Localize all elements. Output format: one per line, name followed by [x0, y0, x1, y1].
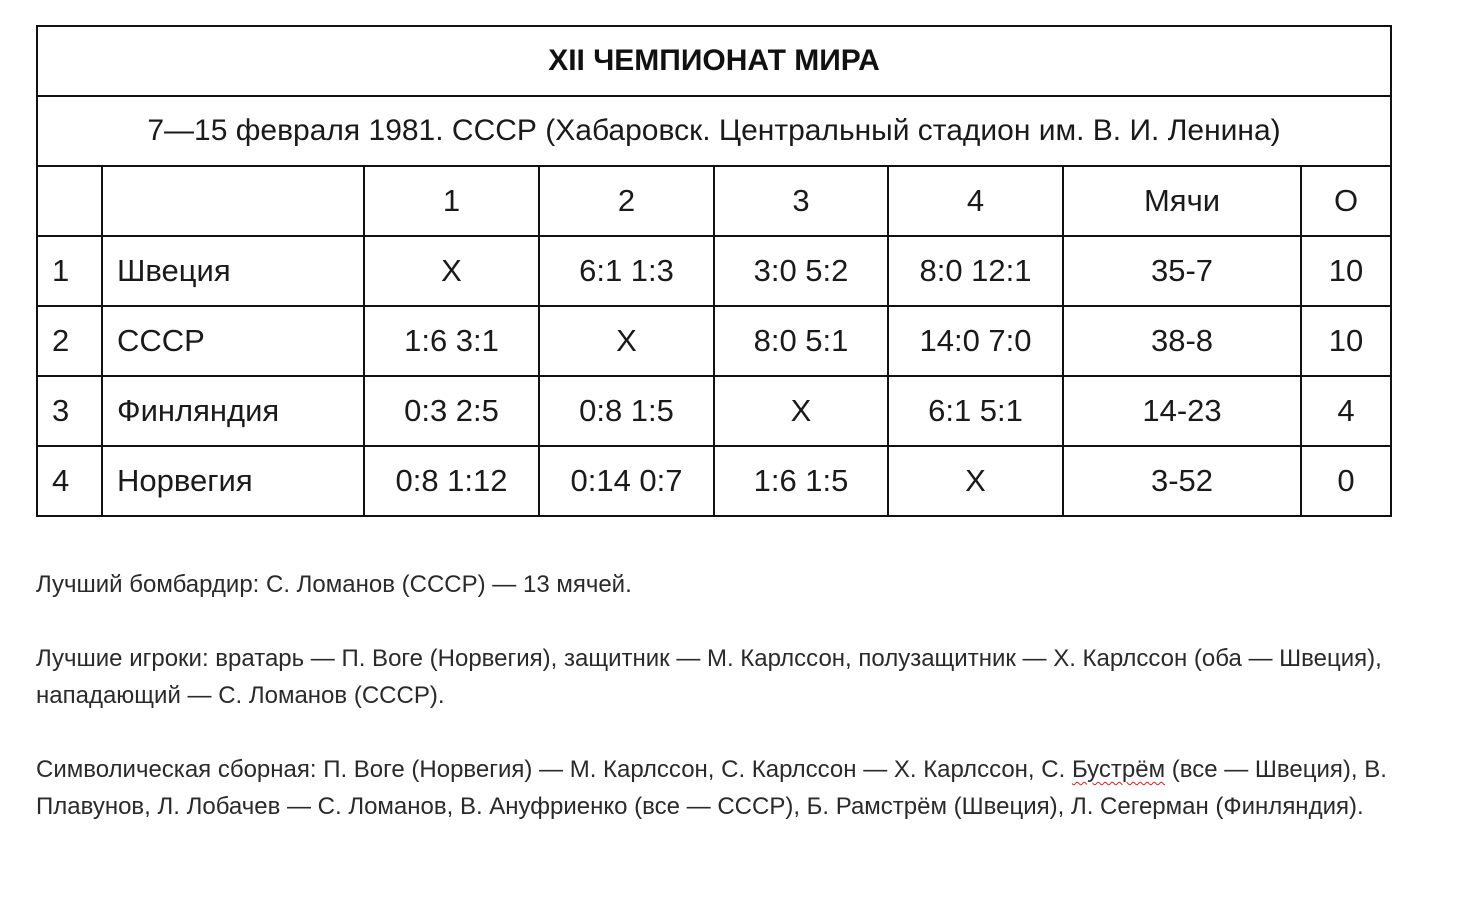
header-team	[102, 166, 364, 236]
all-star-text-start: Символическая сборная: П. Воге (Норвегия) — М. Карлссон, С. Карлссон — Х. Карлссон, С.	[36, 756, 1072, 783]
header-pos	[37, 166, 102, 236]
row-position: 4	[37, 446, 102, 516]
table-row	[37, 376, 1391, 446]
header-points: О	[1301, 166, 1391, 236]
row-result-1: 0:3 2:5	[364, 376, 539, 446]
row-result-4: 6:1 5:1	[888, 376, 1063, 446]
header-opponent-2: 2	[539, 166, 714, 236]
row-result-3: 1:6 1:5	[714, 446, 888, 516]
row-result-2: X	[539, 306, 714, 376]
row-result-2: 0:8 1:5	[539, 376, 714, 446]
header-opponent-4: 4	[888, 166, 1063, 236]
row-team: Норвегия	[102, 446, 364, 516]
notes-section	[36, 566, 1406, 862]
row-points: 0	[1301, 446, 1391, 516]
spellcheck-flagged-word[interactable]: Бустрём	[1071, 756, 1166, 783]
row-points: 10	[1301, 236, 1391, 306]
row-team: Швеция	[102, 236, 364, 306]
championship-dates-venue: 7—15 февраля 1981. СССР (Хабаровск. Центральный стадион им. В. И. Ленина)	[37, 96, 1391, 166]
all-star-text-end: (все — Швеция), В. Плавунов, Л. Лобачев — С. Ломанов, В. Ануфриенко (все — СССР), Б. Рамстрём (Швеция), Л. Сегерман (Финляндия).	[36, 756, 1387, 820]
table-row	[37, 236, 1391, 306]
header-opponent-3: 3	[714, 166, 888, 236]
row-result-4: 14:0 7:0	[888, 306, 1063, 376]
header-row	[37, 166, 1391, 236]
row-team: Финляндия	[102, 376, 364, 446]
table-row	[37, 446, 1391, 516]
top-scorer-paragraph: Лучший бомбардир: С. Ломанов (СССР) — 13 мячей.	[36, 571, 632, 598]
row-position: 2	[37, 306, 102, 376]
subtitle-row	[37, 96, 1391, 166]
header-opponent-1: 1	[364, 166, 539, 236]
row-position: 3	[37, 376, 102, 446]
title-row	[37, 26, 1391, 96]
row-result-4: 8:0 12:1	[888, 236, 1063, 306]
row-team: СССР	[102, 306, 364, 376]
all-star-team-paragraph	[36, 751, 1406, 825]
row-points: 4	[1301, 376, 1391, 446]
row-result-1: X	[364, 236, 539, 306]
standings-table	[36, 25, 1392, 517]
row-goals: 38-8	[1063, 306, 1301, 376]
row-result-3: 3:0 5:2	[714, 236, 888, 306]
row-position: 1	[37, 236, 102, 306]
row-result-1: 0:8 1:12	[364, 446, 539, 516]
table-row	[37, 306, 1391, 376]
row-result-2: 0:14 0:7	[539, 446, 714, 516]
championship-title: XII ЧЕМПИОНАТ МИРА	[37, 26, 1391, 96]
row-result-2: 6:1 1:3	[539, 236, 714, 306]
row-goals: 35-7	[1063, 236, 1301, 306]
best-players-paragraph: Лучшие игроки: вратарь — П. Воге (Норвегия), защитник — М. Карлссон, полузащитник — Х. Карлссон (оба — Швеция), нападающий — С. Ломанов (СССР).	[36, 645, 1382, 709]
header-goals: Мячи	[1063, 166, 1301, 236]
row-result-4: X	[888, 446, 1063, 516]
row-result-3: X	[714, 376, 888, 446]
row-goals: 14-23	[1063, 376, 1301, 446]
row-result-3: 8:0 5:1	[714, 306, 888, 376]
row-goals: 3-52	[1063, 446, 1301, 516]
row-points: 10	[1301, 306, 1391, 376]
row-result-1: 1:6 3:1	[364, 306, 539, 376]
